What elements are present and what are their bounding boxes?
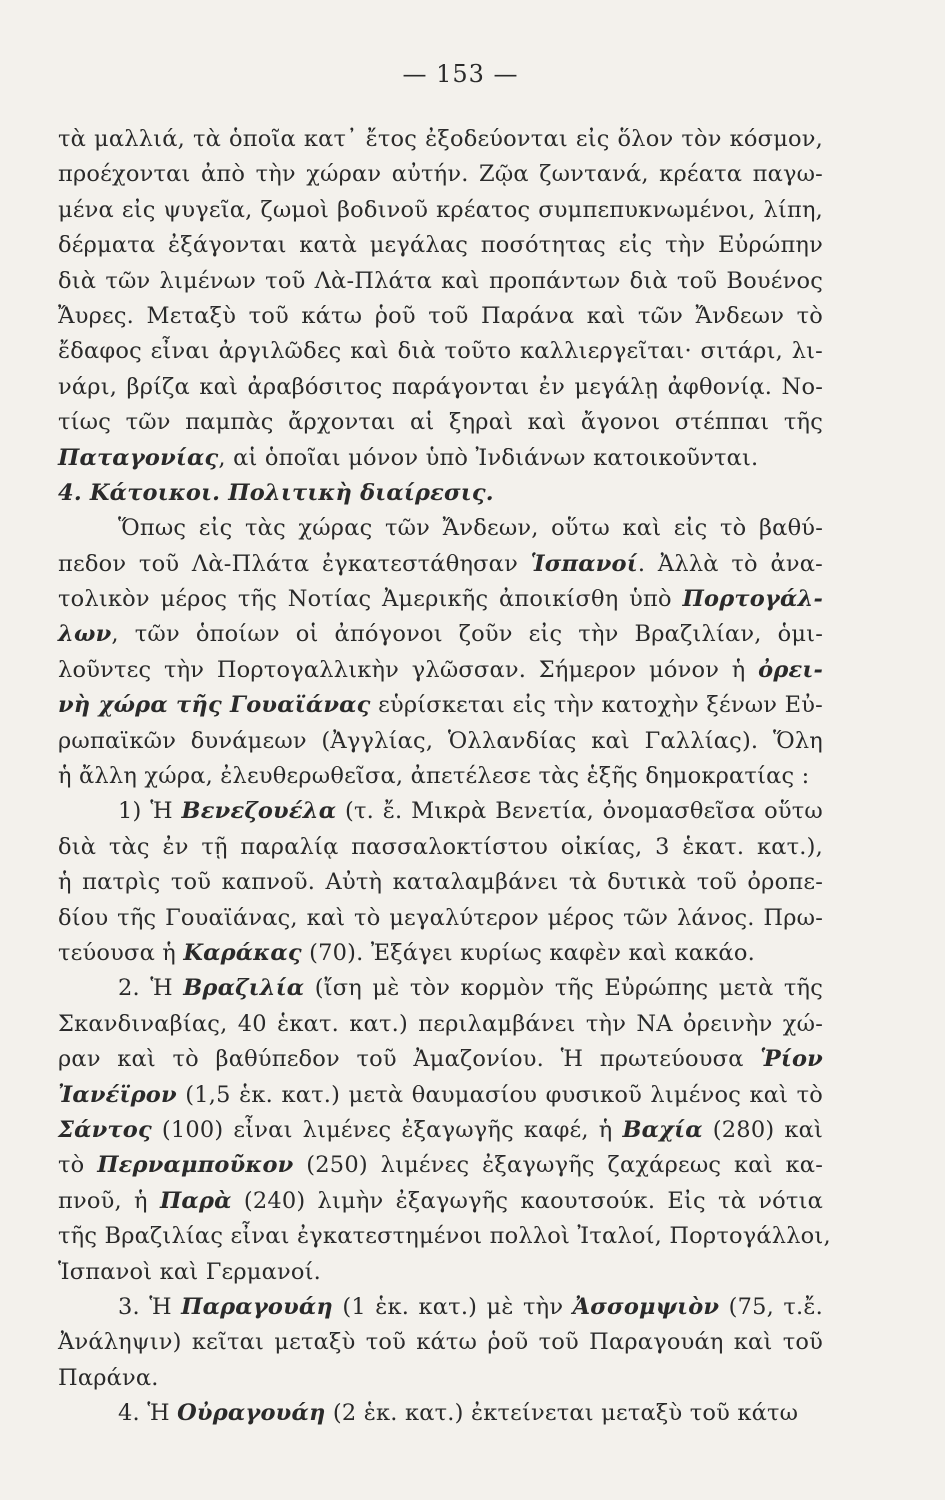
text-run: (75, τ.ἔ. <box>719 1293 823 1320</box>
text-run: (1,5 ἑκ. κατ.) μετὰ θαυμασίου φυσικοῦ λιμένος καὶ τὸ <box>176 1081 823 1108</box>
text-line <box>58 511 823 546</box>
text-line <box>58 971 823 1006</box>
text-run: (1 ἑκ. κατ.) μὲ τὴν <box>332 1293 573 1320</box>
text-line <box>58 157 823 192</box>
emphasized-term: Ἰανέϊρον <box>58 1081 177 1108</box>
text-line <box>58 759 823 794</box>
text-line <box>58 441 823 476</box>
text-line <box>58 228 823 263</box>
emphasized-term: Ῥίον <box>760 1046 823 1073</box>
emphasized-term: Βαχία <box>622 1116 703 1143</box>
text-line <box>58 1255 823 1290</box>
text-line <box>58 299 823 334</box>
text-run: τῆς Βραζιλίας εἶναι ἐγκατεστημένοι πολλοὶ Ἰταλοί, Πορτογάλλοι, <box>58 1223 831 1250</box>
text-line <box>58 865 823 900</box>
text-line <box>58 582 823 617</box>
emphasized-term: Ἀσσομψιὸν <box>572 1293 720 1320</box>
text-run: εὑρίσκεται εἰς τὴν κατοχὴν ξένων Εὐ- <box>370 692 823 719</box>
emphasized-term: Ἱσπανοί <box>530 550 638 577</box>
text-line <box>58 1184 823 1219</box>
text-run: Ἱσπανοὶ καὶ Γερμανοί. <box>58 1258 322 1285</box>
emphasized-term: Παρὰ <box>159 1187 232 1214</box>
text-run: (2 ἑκ. κατ.) ἐκτείνεται μεταξὺ τοῦ κάτω <box>325 1400 799 1427</box>
text-line <box>58 794 823 829</box>
emphasized-term: ὀρει- <box>758 656 823 683</box>
emphasized-term: Βενεζουέλα <box>181 798 337 825</box>
text-run: δίου τῆς Γουαϊάνας, καὶ τὸ μεγαλύτερον μέρος τῶν λάνος. Πρω- <box>58 904 823 931</box>
text-run: . Ἀλλὰ τὸ ἀνα- <box>637 550 823 577</box>
text-run: διὰ τῶν λιμένων τοῦ Λὰ-Πλάτα καὶ προπάντων διὰ τοῦ Βουένος <box>58 267 823 294</box>
text-line <box>58 1290 823 1325</box>
text-run: (ἴση μὲ τὸν κορμὸν τῆς Εὐρώπης μετὰ τῆς <box>304 975 823 1002</box>
text-run: (70). Ἐξάγει κυρίως καφὲν καὶ κακάο. <box>301 939 755 966</box>
text-line <box>58 122 823 157</box>
text-run: τολικὸν μέρος τῆς Νοτίας Ἀμερικῆς ἀποικίσθη ὑπὸ <box>58 586 683 613</box>
emphasized-term: Βραζιλία <box>183 975 305 1002</box>
text-run: (250) λιμένες ἐξαγωγῆς ζαχάρεως καὶ κα- <box>293 1152 823 1179</box>
text-run: 4. Ἡ <box>118 1400 178 1427</box>
text-run: νάρι, βρίζα καὶ ἀραβόσιτος παράγονται ἐν μεγάλῃ ἀφθονίᾳ. Νο- <box>58 373 823 400</box>
text-run: (240) λιμὴν ἐξαγωγῆς καουτσούκ. Εἰς τὰ νότια <box>231 1187 823 1214</box>
text-line <box>58 1325 823 1360</box>
text-run: , αἱ ὁποῖαι μόνον ὑπὸ Ἰνδιάνων κατοικοῦνται. <box>218 444 759 471</box>
emphasized-term: 4. Κάτοικοι. Πολιτικὴ διαίρεσις. <box>58 479 494 506</box>
text-line <box>58 617 823 652</box>
text-run: Παράνα. <box>58 1364 159 1391</box>
text-run: διὰ τὰς ἐν τῇ παραλίᾳ πασσαλοκτίστου οἰκίας, 3 ἑκατ. κατ.), <box>58 833 823 860</box>
text-run: Ἄυρες. Μεταξὺ τοῦ κάτω ῥοῦ τοῦ Παράνα καὶ τῶν Ἄνδεων τὸ <box>58 302 823 329</box>
page-number: — 153 — <box>402 60 519 88</box>
text-line <box>58 1148 823 1183</box>
emphasized-term: Οὐραγουάη <box>177 1400 326 1427</box>
text-run: προέχονται ἀπὸ τὴν χώραν αὐτήν. Ζῷα ζωντανά, κρέατα παγω- <box>58 161 823 188</box>
text-run: (100) εἶναι λιμένες ἐξαγωγῆς καφέ, ἡ <box>151 1116 623 1143</box>
text-run: πεδον τοῦ Λὰ-Πλάτα ἐγκατεστάθησαν <box>58 550 531 577</box>
emphasized-term: λων <box>58 621 112 648</box>
text-run: ἔδαφος εἶναι ἀργιλῶδες καὶ διὰ τοῦτο καλλιεργεῖται· σιτάρι, λι- <box>58 338 823 365</box>
text-run: τὰ μαλλιά, τὰ ὁποῖα κατ᾿ ἔτος ἐξοδεύονται εἰς ὅλον τὸν κόσμον, <box>58 126 823 152</box>
text-line <box>58 653 823 688</box>
text-line <box>58 264 823 299</box>
text-line <box>58 830 823 865</box>
text-body <box>58 122 831 1431</box>
text-run: ρωπαϊκῶν δυνάμεων (Ἀγγλίας, Ὁλλανδίας καὶ Γαλλίας). Ὅλη <box>58 727 823 754</box>
text-line <box>58 547 823 582</box>
text-line <box>58 1113 823 1148</box>
text-line <box>58 724 823 759</box>
text-line <box>58 1007 823 1042</box>
emphasized-term: Πορτογάλ- <box>682 586 823 613</box>
text-run: λοῦντες τὴν Πορτογαλλικὴν γλῶσσαν. Σήμερον μόνον ἡ <box>58 656 759 683</box>
text-run: 3. Ἡ <box>118 1293 182 1320</box>
text-run: (τ. ἔ. Μικρὰ Βενετία, ὀνομασθεῖσα οὕτω <box>336 798 823 825</box>
text-run: 2. Ἡ <box>118 975 184 1002</box>
emphasized-term: Περναμποῦκον <box>97 1152 294 1179</box>
text-line <box>58 1042 823 1077</box>
text-line <box>58 1396 823 1431</box>
text-run: ἡ πατρὶς τοῦ καπνοῦ. Αὐτὴ καταλαμβάνει τὰ δυτικὰ τοῦ ὀροπε- <box>58 869 823 896</box>
emphasized-term: Σάντος <box>58 1116 152 1143</box>
text-run: τὸ <box>58 1152 98 1179</box>
text-run: ραν καὶ τὸ βαθύπεδον τοῦ Ἀμαζονίου. Ἡ πρωτεύουσα <box>58 1046 761 1073</box>
emphasized-term: νὴ χώρα τῆς Γουαϊάνας <box>58 692 371 719</box>
text-run: τίως τῶν παμπὰς ἄρχονται αἱ ξηραὶ καὶ ἄγονοι στέππαι τῆς <box>58 409 823 436</box>
text-line <box>58 370 823 405</box>
text-run: Ὅπως εἰς τὰς χώρας τῶν Ἄνδεων, οὕτω καὶ εἰς τὸ βαθύ- <box>118 515 823 542</box>
text-run: τεύουσα ἡ <box>58 939 184 966</box>
text-run: (280) καὶ <box>702 1116 824 1143</box>
text-run: μένα εἰς ψυγεῖα, ζωμοὶ βοδινοῦ κρέατος συμπεπυκνωμένοι, λίπη, <box>58 196 823 223</box>
text-line <box>58 936 823 971</box>
text-line <box>58 334 823 369</box>
text-line <box>58 405 823 440</box>
emphasized-term: Παταγονίας <box>58 444 219 471</box>
text-run: , τῶν ὁποίων οἱ ἀπόγονοι ζοῦν εἰς τὴν Βραζιλίαν, ὁμι- <box>111 621 823 648</box>
text-line <box>58 901 823 936</box>
text-run: πνοῦ, ἡ <box>58 1187 160 1214</box>
text-run: Ἀνάληψιν) κεῖται μεταξὺ τοῦ κάτω ῥοῦ τοῦ Παραγουάη καὶ τοῦ <box>58 1329 823 1356</box>
emphasized-term: Καράκας <box>183 939 302 966</box>
text-line <box>58 1361 823 1396</box>
text-line <box>58 476 823 511</box>
text-line <box>58 1078 823 1113</box>
text-run: ἡ ἄλλη χώρα, ἐλευθερωθεῖσα, ἀπετέλεσε τὰς ἑξῆς δημοκρατίας : <box>58 763 810 790</box>
text-run: Σκανδιναβίας, 40 ἑκατ. κατ.) περιλαμβάνει τὴν ΝΑ ὀρεινὴν χώ- <box>58 1010 823 1037</box>
emphasized-term: Παραγουάη <box>181 1293 333 1320</box>
text-run: 1) Ἡ <box>118 798 182 825</box>
text-run: δέρματα ἐξάγονται κατὰ μεγάλας ποσότητας εἰς τὴν Εὐρώπην <box>58 232 823 259</box>
text-line <box>58 688 823 723</box>
text-line <box>58 1219 831 1254</box>
text-line <box>58 193 823 228</box>
